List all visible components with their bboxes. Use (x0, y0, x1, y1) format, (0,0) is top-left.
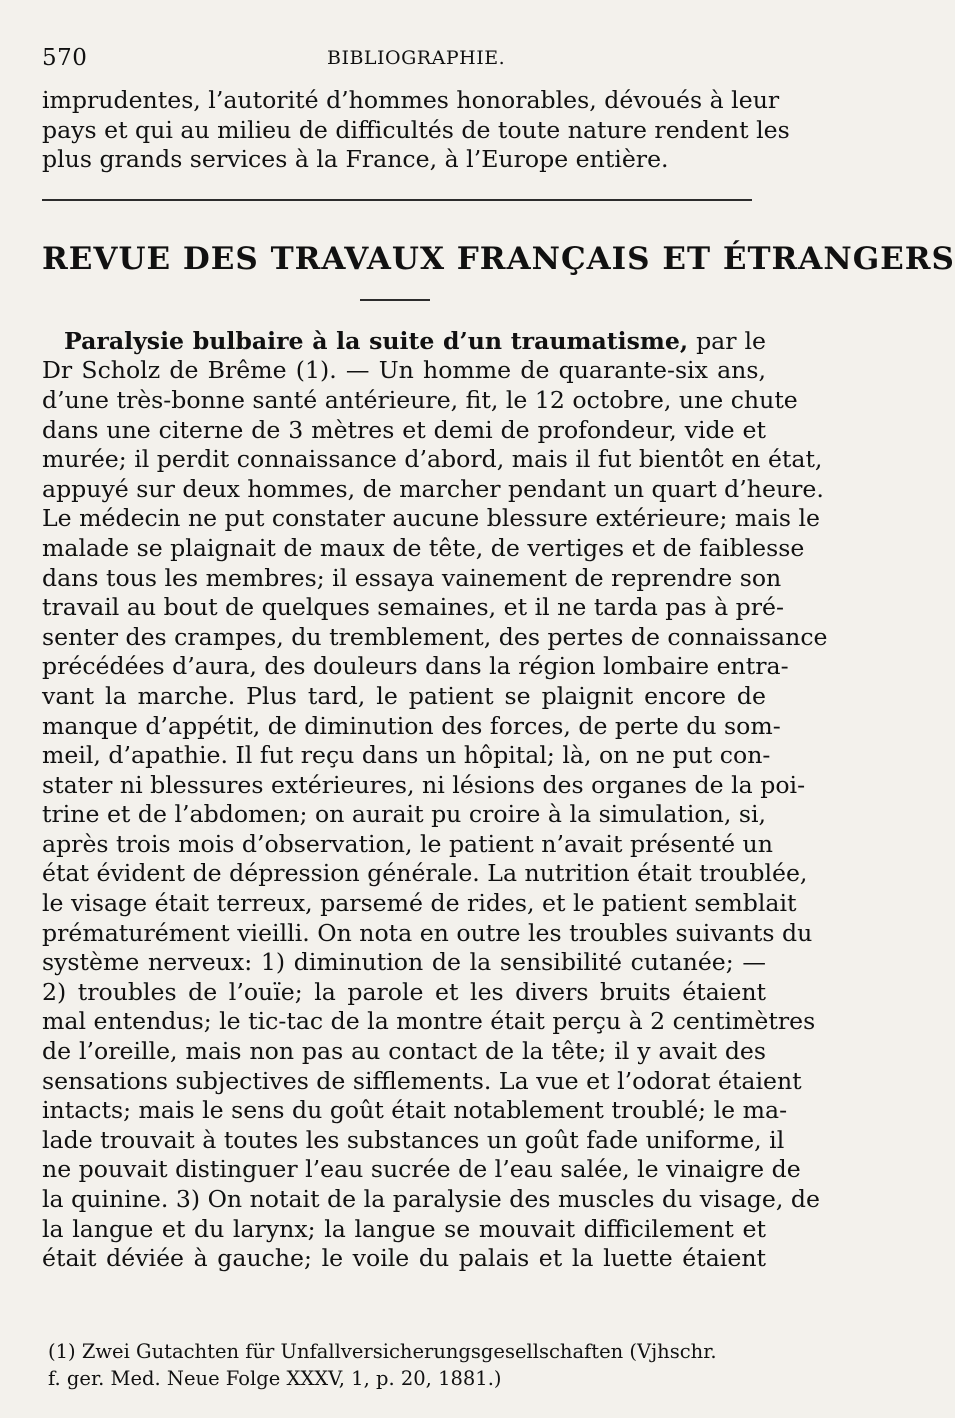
article-first-line (42, 327, 766, 357)
text-line: senter des crampes, du tremblement, des pertes de connaissance (42, 622, 828, 651)
text-line: murée; il perdit connaissance d’abord, mais il fut bientôt en état, (42, 445, 823, 474)
text-line: intacts; mais le sens du goût était notablement troublé; le ma- (42, 1096, 788, 1125)
footnote (48, 1338, 766, 1392)
running-title: BIBLIOGRAPHIE. (327, 47, 506, 69)
text-line: après trois mois d’observation, le patient n’avait présenté un (42, 829, 773, 858)
text-line: manque d’appétit, de diminution des forces, de perte du som- (42, 711, 781, 740)
text-line: par le (688, 326, 766, 355)
section-heading: REVUE DES TRAVAUX FRANÇAIS ET ÉTRANGERS (42, 240, 955, 277)
article-title: Paralysie bulbaire à la suite d’un traumatisme, (64, 326, 689, 355)
text-line: stater ni blessures extérieures, ni lésions des organes de la poi- (42, 770, 806, 799)
footnote-line: f. ger. Med. Neue Folge XXXV, 1, p. 20, 1881.) (48, 1367, 502, 1390)
text-line: trine et de l’abdomen; on aurait pu croire à la simulation, si, (42, 800, 766, 829)
text-line: 2) troubles de l’ouïe; la parole et les divers bruits étaient (42, 977, 766, 1006)
text-line: imprudentes, l’autorité d’hommes honorables, dévoués à leur (42, 86, 780, 114)
text-line: plus grands services à la France, à l’Europe entière. (42, 145, 669, 174)
text-line: mal entendus; le tic-tac de la montre était perçu à 2 centimètres (42, 1007, 816, 1036)
section-divider (42, 199, 752, 201)
text-line: meil, d’apathie. Il fut reçu dans un hôpital; là, on ne put con- (42, 741, 771, 770)
text-line: travail au bout de quelques semaines, et il ne tarda pas à pré- (42, 593, 784, 622)
text-line: était déviée à gauche; le voile du palais et la luette étaient (42, 1244, 766, 1273)
article (42, 326, 828, 1274)
text-line: appuyé sur deux hommes, de marcher pendant un quart d’heure. (42, 474, 824, 503)
text-line: prématurément vieilli. On nota en outre les troubles suivants du (42, 918, 813, 947)
text-line: Dr Scholz de Brême (1). — Un homme de quarante-six ans, (42, 356, 766, 385)
text-line: la langue et du larynx; la langue se mouvait difficilement et (42, 1214, 766, 1243)
heading-underline (360, 299, 430, 301)
text-line: ne pouvait distinguer l’eau sucrée de l’eau salée, le vinaigre de (42, 1155, 801, 1184)
text-line: état évident de dépression générale. La nutrition était troublée, (42, 859, 808, 888)
text-line: dans une citerne de 3 mètres et demi de profondeur, vide et (42, 415, 766, 444)
text-line: système nerveux: 1) diminution de la sensibilité cutanée; — (42, 948, 766, 977)
running-head (42, 38, 766, 78)
text-line: dans tous les membres; il essaya vainement de reprendre son (42, 563, 782, 592)
footnote-line: (1) Zwei Gutachten für Unfallversicherungsgesellschaften (Vjhschr. (48, 1340, 717, 1363)
text-line: lade trouvait à toutes les substances un goût fade uniforme, il (42, 1125, 785, 1154)
text-line: la quinine. 3) On notait de la paralysie des muscles du visage, de (42, 1185, 820, 1213)
text-line: le visage était terreux, parsemé de rides, et le patient semblait (42, 889, 797, 918)
text-line: précédées d’aura, des douleurs dans la région lombaire entra- (42, 652, 789, 681)
text-line: pays et qui au milieu de difficultés de toute nature rendent les (42, 115, 790, 144)
text-line: Le médecin ne put constater aucune blessure extérieure; mais le (42, 504, 820, 533)
continued-paragraph (42, 86, 790, 175)
text-line: vant la marche. Plus tard, le patient se plaignit encore de (42, 681, 766, 710)
text-line: sensations subjectives de sifflements. La vue et l’odorat étaient (42, 1066, 802, 1095)
text-line: de l’oreille, mais non pas au contact de la tête; il y avait des (42, 1037, 766, 1066)
text-line: d’une très-bonne santé antérieure, fit, le 12 octobre, une chute (42, 385, 798, 414)
page-number: 570 (42, 45, 88, 71)
text-line: malade se plaignait de maux de tête, de vertiges et de faiblesse (42, 533, 805, 562)
